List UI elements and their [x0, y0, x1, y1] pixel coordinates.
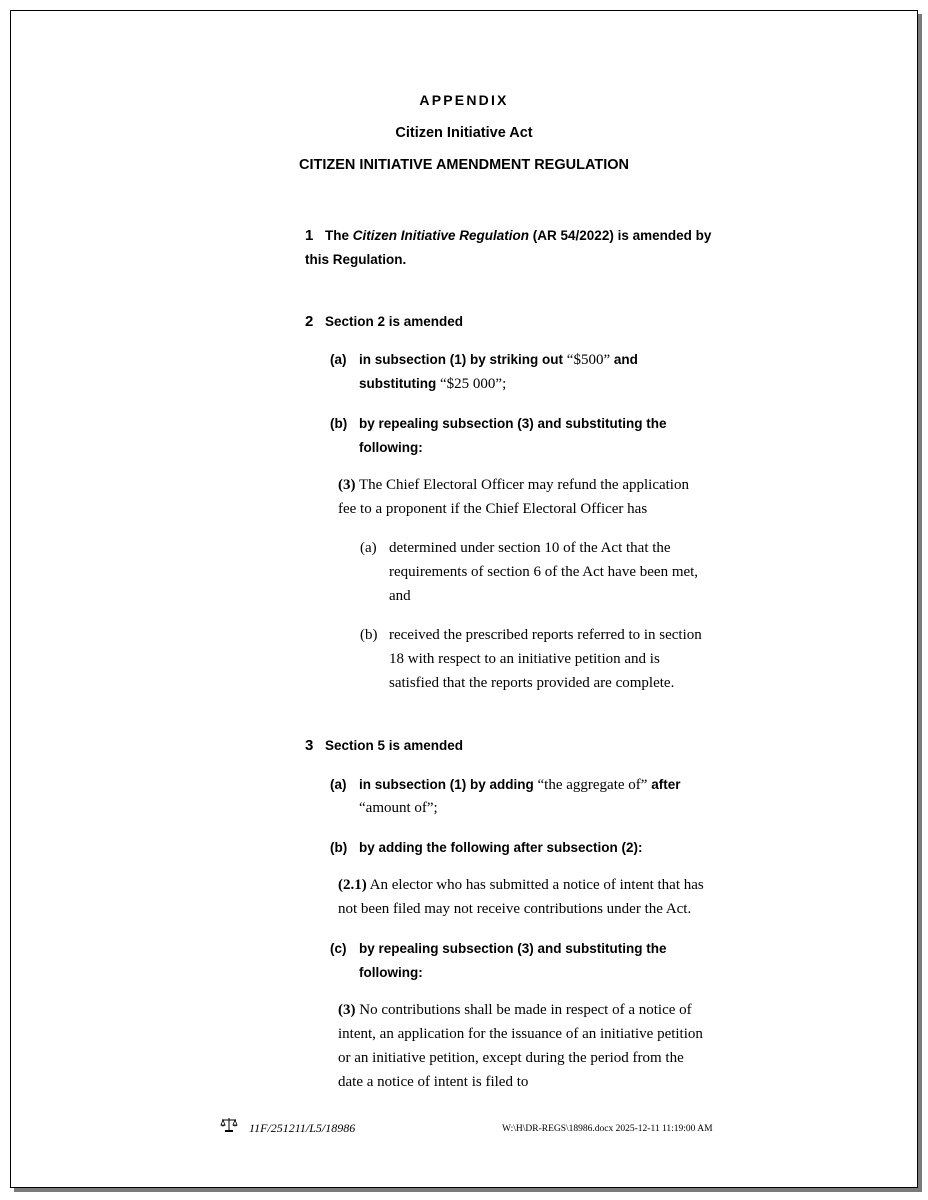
section-2-clause-a-line-2: requirements of section 6 of the Act have been met, — [389, 564, 699, 580]
section-2-b-label: (b) — [330, 416, 348, 431]
section-3-subsection-3-line-2: intent, an application for the issuance of an initiative petition — [338, 1026, 703, 1042]
section-3-subsection-3-line-4: date a notice of intent is filed to — [338, 1074, 529, 1090]
section-2-b-line-2: following: — [359, 440, 423, 455]
section-2-heading: Section 2 is amended — [325, 314, 464, 329]
section-2-a-quote: “$500” — [566, 352, 611, 368]
section-1-post: (AR 54/2022) is amended by — [529, 228, 712, 243]
section-2-clause-a-label: (a) — [360, 540, 377, 556]
section-1-regulation-name: Citizen Initiative Regulation — [352, 228, 530, 243]
section-3-c-line-2: following: — [359, 965, 423, 980]
appendix-heading: APPENDIX — [419, 92, 509, 108]
section-2-number: 2 — [305, 313, 314, 330]
section-3-heading: Section 5 is amended — [325, 738, 464, 753]
section-3-subsection-2-1-line-1 — [338, 877, 704, 894]
scales-of-justice-icon — [220, 1117, 238, 1133]
footer-file-path: W:\H\DR-REGS\18986.docx 2025-12-11 11:19:00 AM — [502, 1124, 713, 1134]
regulation-title: CITIZEN INITIATIVE AMENDMENT REGULATION — [299, 157, 629, 173]
section-3-subsection-3-line-3: or an initiative petition, except during the period from the — [338, 1050, 684, 1066]
section-3-subsection-2-1-line-2: not been filed may not receive contributions under the Act. — [338, 901, 692, 917]
section-3-subsection-3-line-1 — [338, 1002, 692, 1019]
footer-file-code: 11F/251211/L5/18986 — [249, 1121, 356, 1135]
section-2-clause-a-line-3: and — [389, 588, 411, 604]
section-2-a-text-3: substituting — [359, 376, 440, 391]
section-2-subsection-3-text: The Chief Electoral Officer may refund the application — [355, 477, 689, 493]
section-2-subsection-3-line-1 — [338, 477, 689, 494]
act-title: Citizen Initiative Act — [395, 125, 533, 141]
section-2-b-line-1: by repealing subsection (3) and substituting the — [359, 416, 667, 431]
section-3-number: 3 — [305, 737, 314, 754]
section-3-a-text-2: after — [647, 777, 681, 792]
section-1-line-1 — [325, 228, 711, 243]
section-2-clause-b-label: (b) — [360, 627, 378, 643]
section-2-a-text: in subsection (1) by striking out — [359, 352, 567, 367]
section-3-subsection-2-1-label: (2.1) — [338, 877, 367, 893]
section-2-clause-b-line-1: received the prescribed reports referred to in section — [389, 627, 702, 643]
section-3-b-line-1: by adding the following after subsection (2): — [359, 840, 643, 855]
section-2-clause-a-line-1: determined under section 10 of the Act that the — [389, 540, 671, 556]
section-3-subsection-3-label: (3) — [338, 1002, 356, 1018]
section-1-pre: The — [325, 228, 353, 243]
section-3-a-quote: “the aggregate of” — [537, 777, 648, 793]
section-2-a-quote-2: “$25 000”; — [440, 376, 507, 392]
section-3-a-label: (a) — [330, 777, 347, 792]
section-3-c-label: (c) — [330, 941, 347, 956]
section-1-line-2: this Regulation. — [305, 252, 407, 267]
section-3-c-line-1: by repealing subsection (3) and substituting the — [359, 941, 667, 956]
section-3-a-line-2: “amount of”; — [359, 800, 438, 816]
section-2-clause-b-line-3: satisfied that the reports provided are complete. — [389, 675, 675, 691]
section-3-a-line-1 — [359, 777, 680, 794]
section-3-b-label: (b) — [330, 840, 348, 855]
section-2-a-label: (a) — [330, 352, 347, 367]
section-2-a-line-2 — [359, 376, 506, 393]
section-3-a-text: in subsection (1) by adding — [359, 777, 538, 792]
section-3-subsection-2-1-text: An elector who has submitted a notice of intent that has — [366, 877, 704, 893]
section-2-subsection-3-line-2: fee to a proponent if the Chief Electoral Officer has — [338, 501, 648, 517]
section-2-a-text-2: and — [610, 352, 638, 367]
section-2-a-line-1 — [359, 352, 638, 369]
section-3-subsection-3-text: No contributions shall be made in respect of a notice of — [355, 1002, 692, 1018]
section-2-subsection-3-label: (3) — [338, 477, 356, 493]
section-1-number: 1 — [305, 227, 314, 244]
section-2-clause-b-line-2: 18 with respect to an initiative petition and is — [389, 651, 660, 667]
